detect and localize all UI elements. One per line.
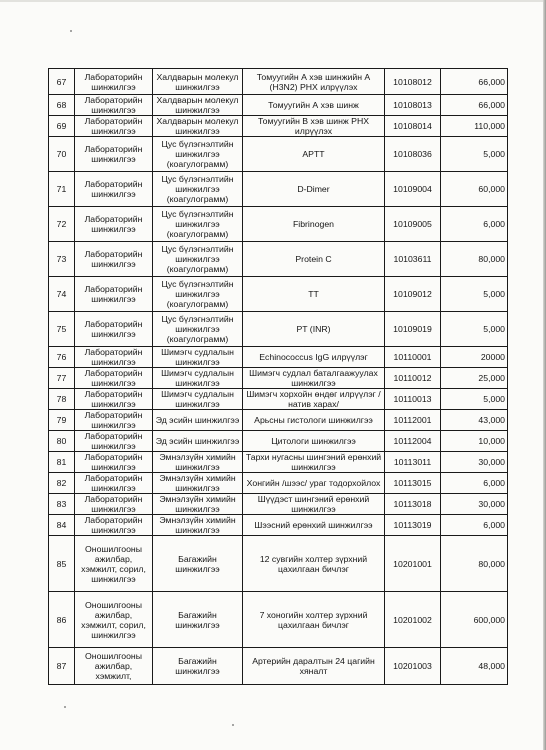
row-number: 75 (49, 312, 75, 347)
service-price: 6,000 (441, 207, 508, 242)
table-row (49, 536, 508, 592)
service-name: Томуугийн А хэв шинж (243, 95, 385, 116)
service-name: PT (INR) (243, 312, 385, 347)
service-code: 10201001 (385, 536, 441, 592)
service-price: 80,000 (441, 242, 508, 277)
service-category: Лабораторийн шинжилгээ (75, 95, 153, 116)
table-row (49, 452, 508, 473)
service-category: Лабораторийн шинжилгээ (75, 410, 153, 431)
row-number: 71 (49, 172, 75, 207)
row-number: 86 (49, 592, 75, 648)
service-group: Эмнэлзүйн химийн шинжилгээ (153, 452, 243, 473)
service-group: Багажийн шинжилгээ (153, 592, 243, 648)
service-name: 7 хоногийн холтер зүрхний цахилгаан бичлэг (243, 592, 385, 648)
service-price: 6,000 (441, 515, 508, 536)
scan-speck (70, 30, 72, 32)
table-row (49, 172, 508, 207)
row-number: 76 (49, 347, 75, 368)
service-name: Шимэгч хорхойн өндөг илрүүлэг /натив харах/ (243, 389, 385, 410)
row-number: 82 (49, 473, 75, 494)
service-name: Шээсний ерөнхий шинжилгээ (243, 515, 385, 536)
service-code: 10110012 (385, 368, 441, 389)
service-group: Шимэгч судлалын шинжилгээ (153, 368, 243, 389)
service-price: 48,000 (441, 648, 508, 685)
service-price: 43,000 (441, 410, 508, 431)
service-category: Лабораторийн шинжилгээ (75, 242, 153, 277)
service-group: Халдварын молекул шинжилгээ (153, 69, 243, 95)
service-price: 5,000 (441, 137, 508, 172)
service-code: 10112001 (385, 410, 441, 431)
service-price: 66,000 (441, 95, 508, 116)
service-price: 600,000 (441, 592, 508, 648)
service-category: Лабораторийн шинжилгээ (75, 277, 153, 312)
service-code: 10108012 (385, 69, 441, 95)
service-code: 10109012 (385, 277, 441, 312)
service-name: APTT (243, 137, 385, 172)
service-name: Protein C (243, 242, 385, 277)
service-group: Эд эсийн шинжилгээ (153, 410, 243, 431)
table-row (49, 410, 508, 431)
service-price: 10,000 (441, 431, 508, 452)
service-code: 10108013 (385, 95, 441, 116)
service-name: Fibrinogen (243, 207, 385, 242)
service-code: 10201003 (385, 648, 441, 685)
row-number: 78 (49, 389, 75, 410)
service-category: Лабораторийн шинжилгээ (75, 368, 153, 389)
service-category: Лабораторийн шинжилгээ (75, 431, 153, 452)
service-code: 10112004 (385, 431, 441, 452)
service-name: D-Dimer (243, 172, 385, 207)
service-price: 6,000 (441, 473, 508, 494)
service-code: 10109019 (385, 312, 441, 347)
service-category: Лабораторийн шинжилгээ (75, 137, 153, 172)
table-row (49, 473, 508, 494)
table-row (49, 431, 508, 452)
service-price: 5,000 (441, 312, 508, 347)
service-price: 30,000 (441, 494, 508, 515)
service-category: Оношилгооны ажилбар, хэмжилт, (75, 648, 153, 685)
service-price: 80,000 (441, 536, 508, 592)
service-group: Эмнэлзүйн химийн шинжилгээ (153, 473, 243, 494)
service-price: 25,000 (441, 368, 508, 389)
service-group: Эд эсийн шинжилгээ (153, 431, 243, 452)
service-code: 10110013 (385, 389, 441, 410)
service-category: Лабораторийн шинжилгээ (75, 494, 153, 515)
row-number: 80 (49, 431, 75, 452)
service-category: Лабораторийн шинжилгээ (75, 207, 153, 242)
service-group: Цус бүлэгнэлтийн шинжилгээ (коагулограмм) (153, 242, 243, 277)
scan-speck (232, 724, 234, 726)
service-group: Цус бүлэгнэлтийн шинжилгээ (коагулограмм) (153, 277, 243, 312)
service-group: Багажийн шинжилгээ (153, 536, 243, 592)
service-group: Эмнэлзүйн химийн шинжилгээ (153, 515, 243, 536)
service-code: 10108036 (385, 137, 441, 172)
service-code: 10103611 (385, 242, 441, 277)
service-group: Багажийн шинжилгээ (153, 648, 243, 685)
service-group: Халдварын молекул шинжилгээ (153, 95, 243, 116)
row-number: 83 (49, 494, 75, 515)
row-number: 77 (49, 368, 75, 389)
service-price: 60,000 (441, 172, 508, 207)
service-code: 10113019 (385, 515, 441, 536)
price-table-body (49, 69, 508, 685)
service-name: Томуугийн А хэв шинжийн А (H3N2) РНХ илрүүлэх (243, 69, 385, 95)
row-number: 68 (49, 95, 75, 116)
service-code: 10109005 (385, 207, 441, 242)
table-row (49, 69, 508, 95)
table-row (49, 368, 508, 389)
table-row (49, 494, 508, 515)
table-row (49, 515, 508, 536)
service-category: Лабораторийн шинжилгээ (75, 116, 153, 137)
service-group: Цус бүлэгнэлтийн шинжилгээ (коагулограмм) (153, 137, 243, 172)
service-code: 10113015 (385, 473, 441, 494)
service-category: Оношилгооны ажилбар, хэмжилт, сорил, шинжилгээ (75, 536, 153, 592)
service-group: Халдварын молекул шинжилгээ (153, 116, 243, 137)
service-code: 10108014 (385, 116, 441, 137)
service-name: Шимэгч судлал баталгаажуулах шинжилгээ (243, 368, 385, 389)
service-category: Лабораторийн шинжилгээ (75, 172, 153, 207)
service-group: Шимэгч судлалын шинжилгээ (153, 347, 243, 368)
service-category: Оношилгооны ажилбар, хэмжилт, сорил, шинжилгээ (75, 592, 153, 648)
service-price: 30,000 (441, 452, 508, 473)
service-group: Эмнэлзүйн химийн шинжилгээ (153, 494, 243, 515)
service-category: Лабораторийн шинжилгээ (75, 473, 153, 494)
row-number: 73 (49, 242, 75, 277)
service-code: 10110001 (385, 347, 441, 368)
service-price: 66,000 (441, 69, 508, 95)
table-row (49, 312, 508, 347)
service-category: Лабораторийн шинжилгээ (75, 347, 153, 368)
row-number: 72 (49, 207, 75, 242)
service-price: 5,000 (441, 277, 508, 312)
service-name: TT (243, 277, 385, 312)
service-name: Цитологи шинжилгээ (243, 431, 385, 452)
service-name: Томуугийн В хэв шинж РНХ илрүүлэх (243, 116, 385, 137)
scan-speck (64, 706, 66, 708)
row-number: 67 (49, 69, 75, 95)
table-row (49, 207, 508, 242)
service-code: 10113018 (385, 494, 441, 515)
service-group: Цус бүлэгнэлтийн шинжилгээ (коагулограмм) (153, 207, 243, 242)
service-code: 10201002 (385, 592, 441, 648)
row-number: 87 (49, 648, 75, 685)
row-number: 81 (49, 452, 75, 473)
table-row (49, 277, 508, 312)
table-row (49, 592, 508, 648)
row-number: 70 (49, 137, 75, 172)
service-price: 110,000 (441, 116, 508, 137)
table-row (49, 95, 508, 116)
table-row (49, 242, 508, 277)
row-number: 84 (49, 515, 75, 536)
table-row (49, 137, 508, 172)
service-name: Шүүдэст шингэний ерөнхий шинжилгээ (243, 494, 385, 515)
page-top-edge (0, 0, 546, 2)
service-group: Цус бүлэгнэлтийн шинжилгээ (коагулограмм) (153, 312, 243, 347)
service-name: Хонгийн /шээс/ ураг тодорхойлох (243, 473, 385, 494)
service-category: Лабораторийн шинжилгээ (75, 515, 153, 536)
row-number: 74 (49, 277, 75, 312)
service-code: 10113011 (385, 452, 441, 473)
row-number: 69 (49, 116, 75, 137)
service-category: Лабораторийн шинжилгээ (75, 69, 153, 95)
service-name: Тархи нугасны шингэний ерөнхий шинжилгээ (243, 452, 385, 473)
row-number: 79 (49, 410, 75, 431)
service-category: Лабораторийн шинжилгээ (75, 389, 153, 410)
service-category: Лабораторийн шинжилгээ (75, 452, 153, 473)
service-group: Цус бүлэгнэлтийн шинжилгээ (коагулограмм) (153, 172, 243, 207)
row-number: 85 (49, 536, 75, 592)
service-price: 5,000 (441, 389, 508, 410)
service-name: Артерийн даралтын 24 цагийн хяналт (243, 648, 385, 685)
service-name: Арьсны гистологи шинжилгээ (243, 410, 385, 431)
service-code: 10109004 (385, 172, 441, 207)
service-category: Лабораторийн шинжилгээ (75, 312, 153, 347)
table-row (49, 116, 508, 137)
price-table (48, 68, 508, 685)
service-name: Echinococcus IgG илрүүлэг (243, 347, 385, 368)
service-group: Шимэгч судлалын шинжилгээ (153, 389, 243, 410)
table-row (49, 389, 508, 410)
service-price: 20000 (441, 347, 508, 368)
service-name: 12 сувгийн холтер зүрхний цахилгаан бичлэг (243, 536, 385, 592)
table-row (49, 648, 508, 685)
table-row (49, 347, 508, 368)
